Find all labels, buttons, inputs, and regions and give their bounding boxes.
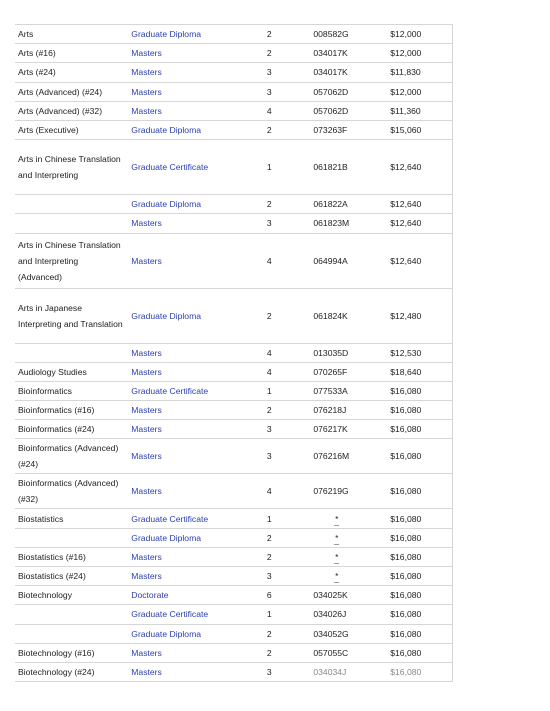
table-row [15, 624, 453, 643]
table-row [15, 120, 453, 139]
duration-cell: 2 [264, 547, 311, 566]
cricos-code-cell: 057055C [310, 643, 387, 662]
cricos-code-cell: 076216M [310, 439, 387, 474]
course-name-cell: Arts (Executive) [15, 120, 126, 139]
fee-cell: $16,080 [387, 439, 452, 474]
duration-cell: 3 [264, 567, 311, 586]
fee-cell: $12,000 [387, 44, 452, 63]
course-name-cell: Bioinformatics (Advanced) (#24) [15, 439, 126, 474]
course-name-cell: Arts in Chinese Translation and Interpreting [15, 140, 126, 195]
course-name-cell: Arts (Advanced) (#24) [15, 82, 126, 101]
duration-cell: 6 [264, 586, 311, 605]
cricos-code-cell: 008582G [310, 25, 387, 44]
table-row [15, 140, 453, 195]
duration-cell: 3 [264, 662, 311, 681]
table-row [15, 63, 453, 82]
table-row [15, 233, 453, 288]
fee-cell: $16,080 [387, 401, 452, 420]
course-name-cell [15, 195, 126, 214]
cricos-code-cell: 061821B [310, 140, 387, 195]
cricos-code-cell: 077533A [310, 381, 387, 400]
fee-cell: $16,080 [387, 547, 452, 566]
duration-cell: 4 [264, 343, 311, 362]
code-asterisk: * [335, 551, 339, 562]
award-type-cell: Graduate Diploma [126, 25, 264, 44]
table-row [15, 195, 453, 214]
fee-cell: $16,080 [387, 420, 452, 439]
duration-cell: 3 [264, 439, 311, 474]
course-name-cell: Arts in Japanese Interpreting and Translation [15, 288, 126, 343]
table-row [15, 362, 453, 381]
cricos-code-cell [310, 567, 387, 586]
award-type-cell: Graduate Certificate [126, 605, 264, 624]
course-name-cell: Bioinformatics [15, 381, 126, 400]
fee-cell: $16,080 [387, 381, 452, 400]
course-name-cell: Arts (Advanced) (#32) [15, 101, 126, 120]
duration-cell: 2 [264, 195, 311, 214]
award-type-cell: Graduate Certificate [126, 381, 264, 400]
table-row [15, 82, 453, 101]
duration-cell: 4 [264, 233, 311, 288]
award-type-cell: Graduate Diploma [126, 195, 264, 214]
cricos-code-cell: 034052G [310, 624, 387, 643]
award-type-cell: Masters [126, 362, 264, 381]
course-name-cell: Audiology Studies [15, 362, 126, 381]
course-fee-table [15, 24, 453, 682]
duration-cell: 3 [264, 82, 311, 101]
course-name-cell: Bioinformatics (#16) [15, 401, 126, 420]
duration-cell: 2 [264, 624, 311, 643]
award-type-cell: Masters [126, 662, 264, 681]
fee-cell: $16,080 [387, 586, 452, 605]
table-row [15, 44, 453, 63]
course-name-cell [15, 605, 126, 624]
cricos-code-cell: 034017K [310, 44, 387, 63]
table-row [15, 474, 453, 509]
fee-cell: $16,080 [387, 509, 452, 528]
award-type-cell: Masters [126, 233, 264, 288]
award-type-cell: Masters [126, 474, 264, 509]
award-type-cell: Graduate Diploma [126, 120, 264, 139]
duration-cell: 1 [264, 381, 311, 400]
table-row [15, 401, 453, 420]
award-type-cell: Masters [126, 101, 264, 120]
cricos-code-cell: 076219G [310, 474, 387, 509]
table-row [15, 214, 453, 233]
table-row [15, 288, 453, 343]
fee-cell: $12,640 [387, 233, 452, 288]
table-row [15, 662, 453, 681]
course-name-cell: Arts (#24) [15, 63, 126, 82]
cricos-code-cell [310, 509, 387, 528]
table-row [15, 567, 453, 586]
fee-cell: $16,080 [387, 474, 452, 509]
fee-cell: $16,080 [387, 662, 452, 681]
cricos-code-cell: 057062D [310, 82, 387, 101]
cricos-code-cell: 061824K [310, 288, 387, 343]
award-type-cell: Masters [126, 439, 264, 474]
table-row [15, 605, 453, 624]
course-name-cell [15, 214, 126, 233]
duration-cell: 1 [264, 509, 311, 528]
fee-cell: $16,080 [387, 643, 452, 662]
cricos-code-cell: 073263F [310, 120, 387, 139]
course-name-cell: Biotechnology (#16) [15, 643, 126, 662]
course-name-cell: Arts (#16) [15, 44, 126, 63]
award-type-cell: Masters [126, 643, 264, 662]
duration-cell: 2 [264, 120, 311, 139]
award-type-cell: Masters [126, 63, 264, 82]
table-row [15, 586, 453, 605]
fee-cell: $16,080 [387, 605, 452, 624]
fee-cell: $12,640 [387, 195, 452, 214]
award-type-cell: Graduate Diploma [126, 624, 264, 643]
award-type-cell: Graduate Certificate [126, 509, 264, 528]
award-type-cell: Masters [126, 82, 264, 101]
duration-cell: 4 [264, 101, 311, 120]
duration-cell: 3 [264, 63, 311, 82]
duration-cell: 2 [264, 288, 311, 343]
duration-cell: 1 [264, 140, 311, 195]
fee-cell: $16,080 [387, 567, 452, 586]
code-asterisk: * [335, 571, 339, 582]
cricos-code-cell: 076217K [310, 420, 387, 439]
duration-cell: 3 [264, 214, 311, 233]
cricos-code-cell: 013035D [310, 343, 387, 362]
cricos-code-cell: 061823M [310, 214, 387, 233]
table-row [15, 439, 453, 474]
course-name-cell [15, 624, 126, 643]
duration-cell: 2 [264, 44, 311, 63]
fee-cell: $11,830 [387, 63, 452, 82]
duration-cell: 1 [264, 605, 311, 624]
award-type-cell: Masters [126, 214, 264, 233]
cricos-code-cell: 057062D [310, 101, 387, 120]
fee-cell: $12,640 [387, 140, 452, 195]
fee-cell: $16,080 [387, 624, 452, 643]
cricos-code-cell: 070265F [310, 362, 387, 381]
award-type-cell: Masters [126, 567, 264, 586]
award-type-cell: Masters [126, 44, 264, 63]
award-type-cell: Masters [126, 420, 264, 439]
award-type-cell: Graduate Diploma [126, 288, 264, 343]
course-name-cell: Biotechnology [15, 586, 126, 605]
duration-cell: 2 [264, 643, 311, 662]
fee-cell: $16,080 [387, 528, 452, 547]
fee-cell: $12,530 [387, 343, 452, 362]
award-type-cell: Graduate Diploma [126, 528, 264, 547]
award-type-cell: Graduate Certificate [126, 140, 264, 195]
course-name-cell: Arts in Chinese Translation and Interpreting (Advanced) [15, 233, 126, 288]
table-row [15, 528, 453, 547]
table-row [15, 420, 453, 439]
fee-table-page [15, 24, 453, 682]
cricos-code-cell [310, 547, 387, 566]
table-row [15, 381, 453, 400]
fee-cell: $12,640 [387, 214, 452, 233]
fee-cell: $18,640 [387, 362, 452, 381]
fee-cell: $12,480 [387, 288, 452, 343]
duration-cell: 2 [264, 528, 311, 547]
award-type-cell: Masters [126, 401, 264, 420]
duration-cell: 4 [264, 362, 311, 381]
table-row [15, 101, 453, 120]
cricos-code-cell: 034025K [310, 586, 387, 605]
table-row [15, 25, 453, 44]
course-name-cell: Biostatistics (#16) [15, 547, 126, 566]
fee-cell: $12,000 [387, 82, 452, 101]
course-name-cell: Biostatistics (#24) [15, 567, 126, 586]
code-asterisk: * [335, 513, 339, 524]
course-name-cell: Arts [15, 25, 126, 44]
cricos-code-cell: 064994A [310, 233, 387, 288]
award-type-cell: Masters [126, 547, 264, 566]
award-type-cell: Masters [126, 343, 264, 362]
duration-cell: 2 [264, 401, 311, 420]
course-name-cell: Biostatistics [15, 509, 126, 528]
cricos-code-cell: 061822A [310, 195, 387, 214]
duration-cell: 4 [264, 474, 311, 509]
cricos-code-cell [310, 528, 387, 547]
course-name-cell [15, 343, 126, 362]
table-row [15, 509, 453, 528]
table-row [15, 547, 453, 566]
course-name-cell: Biotechnology (#24) [15, 662, 126, 681]
course-name-cell: Bioinformatics (Advanced) (#32) [15, 474, 126, 509]
fee-cell: $12,000 [387, 25, 452, 44]
fee-cell: $11,360 [387, 101, 452, 120]
table-body [15, 25, 453, 682]
fee-cell: $15,060 [387, 120, 452, 139]
cricos-code-cell: 034026J [310, 605, 387, 624]
cricos-code-cell: 076218J [310, 401, 387, 420]
award-type-cell: Doctorate [126, 586, 264, 605]
cricos-code-cell: 034034J [310, 662, 387, 681]
duration-cell: 3 [264, 420, 311, 439]
code-asterisk: * [335, 532, 339, 543]
duration-cell: 2 [264, 25, 311, 44]
table-row [15, 343, 453, 362]
course-name-cell: Bioinformatics (#24) [15, 420, 126, 439]
cricos-code-cell: 034017K [310, 63, 387, 82]
table-row [15, 643, 453, 662]
course-name-cell [15, 528, 126, 547]
